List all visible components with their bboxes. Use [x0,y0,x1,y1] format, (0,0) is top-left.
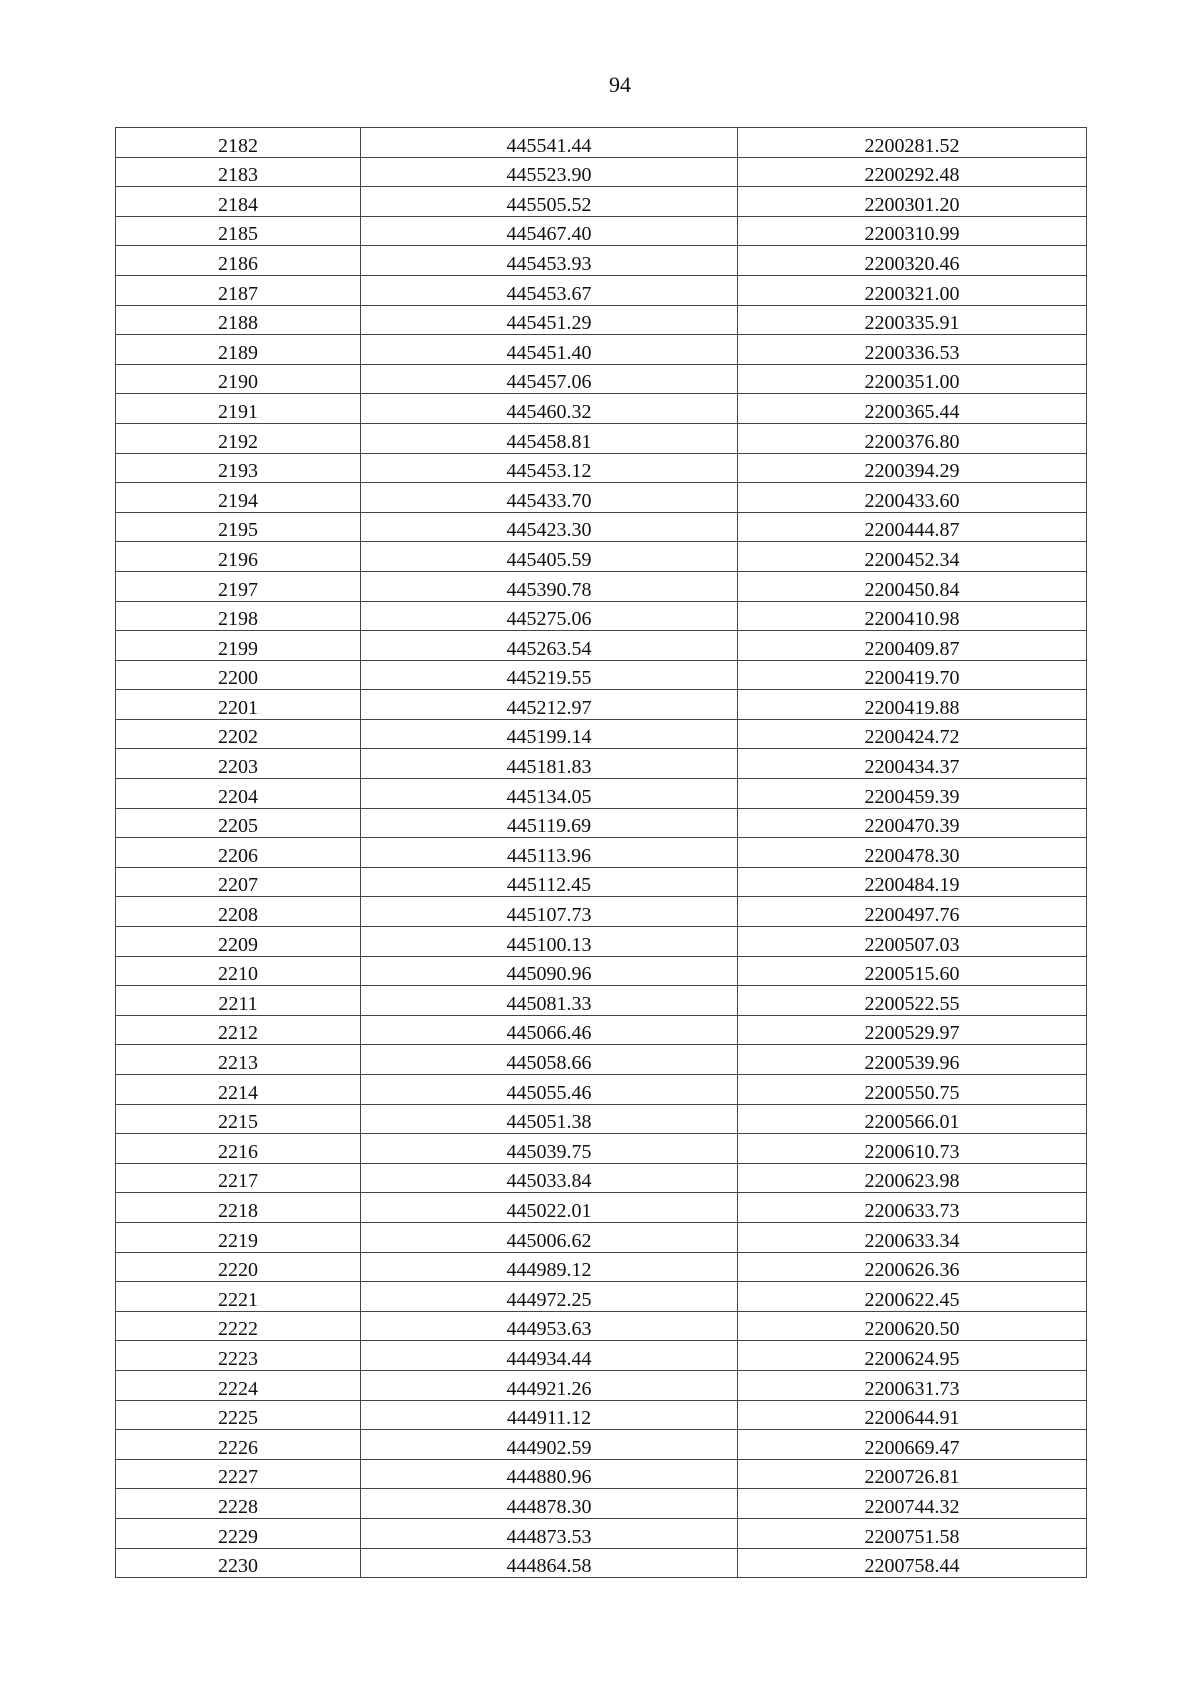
y-coordinate-cell: 2200644.91 [738,1400,1087,1430]
point-number-cell: 2214 [116,1075,361,1105]
y-coordinate-cell: 2200434.37 [738,749,1087,779]
table-row [116,1015,1087,1045]
y-coordinate-cell: 2200459.39 [738,779,1087,809]
x-coordinate-cell: 445453.93 [361,246,738,276]
y-coordinate-cell: 2200321.00 [738,275,1087,305]
table-row [116,394,1087,424]
point-number-cell: 2202 [116,719,361,749]
table-row [116,335,1087,365]
x-coordinate-cell: 445090.96 [361,956,738,986]
table-row [116,927,1087,957]
table-row [116,1400,1087,1430]
table-row [116,483,1087,513]
table-row [116,364,1087,394]
point-number-cell: 2200 [116,660,361,690]
x-coordinate-cell: 445451.40 [361,335,738,365]
point-number-cell: 2185 [116,216,361,246]
table-row [116,660,1087,690]
x-coordinate-cell: 444878.30 [361,1489,738,1519]
table-row [116,690,1087,720]
x-coordinate-cell: 444880.96 [361,1459,738,1489]
x-coordinate-cell: 444921.26 [361,1370,738,1400]
point-number-cell: 2216 [116,1134,361,1164]
x-coordinate-cell: 444972.25 [361,1282,738,1312]
x-coordinate-cell: 445390.78 [361,571,738,601]
y-coordinate-cell: 2200633.73 [738,1193,1087,1223]
point-number-cell: 2212 [116,1015,361,1045]
x-coordinate-cell: 444953.63 [361,1311,738,1341]
x-coordinate-cell: 445467.40 [361,216,738,246]
table-row [116,157,1087,187]
table-row [116,897,1087,927]
x-coordinate-cell: 445181.83 [361,749,738,779]
y-coordinate-cell: 2200336.53 [738,335,1087,365]
point-number-cell: 2197 [116,571,361,601]
point-number-cell: 2226 [116,1430,361,1460]
y-coordinate-cell: 2200394.29 [738,453,1087,483]
y-coordinate-cell: 2200320.46 [738,246,1087,276]
x-coordinate-cell: 445423.30 [361,512,738,542]
x-coordinate-cell: 445006.62 [361,1222,738,1252]
table-row [116,542,1087,572]
table-row [116,1430,1087,1460]
y-coordinate-cell: 2200335.91 [738,305,1087,335]
y-coordinate-cell: 2200669.47 [738,1430,1087,1460]
coordinates-table [115,127,1087,1578]
x-coordinate-cell: 445112.45 [361,867,738,897]
point-number-cell: 2206 [116,838,361,868]
x-coordinate-cell: 445451.29 [361,305,738,335]
point-number-cell: 2189 [116,335,361,365]
x-coordinate-cell: 444989.12 [361,1252,738,1282]
point-number-cell: 2225 [116,1400,361,1430]
x-coordinate-cell: 445453.12 [361,453,738,483]
point-number-cell: 2191 [116,394,361,424]
y-coordinate-cell: 2200292.48 [738,157,1087,187]
point-number-cell: 2227 [116,1459,361,1489]
y-coordinate-cell: 2200522.55 [738,986,1087,1016]
y-coordinate-cell: 2200624.95 [738,1341,1087,1371]
table-row [116,1045,1087,1075]
y-coordinate-cell: 2200351.00 [738,364,1087,394]
y-coordinate-cell: 2200424.72 [738,719,1087,749]
table-row [116,305,1087,335]
point-number-cell: 2196 [116,542,361,572]
y-coordinate-cell: 2200622.45 [738,1282,1087,1312]
table-row [116,275,1087,305]
table-row [116,187,1087,217]
table-row [116,423,1087,453]
x-coordinate-cell: 444902.59 [361,1430,738,1460]
point-number-cell: 2209 [116,927,361,957]
table-row [116,1252,1087,1282]
y-coordinate-cell: 2200433.60 [738,483,1087,513]
x-coordinate-cell: 445134.05 [361,779,738,809]
y-coordinate-cell: 2200539.96 [738,1045,1087,1075]
point-number-cell: 2221 [116,1282,361,1312]
table-row [116,1282,1087,1312]
point-number-cell: 2192 [116,423,361,453]
y-coordinate-cell: 2200301.20 [738,187,1087,217]
y-coordinate-cell: 2200633.34 [738,1222,1087,1252]
x-coordinate-cell: 445100.13 [361,927,738,957]
point-number-cell: 2223 [116,1341,361,1371]
y-coordinate-cell: 2200507.03 [738,927,1087,957]
x-coordinate-cell: 445212.97 [361,690,738,720]
y-coordinate-cell: 2200376.80 [738,423,1087,453]
x-coordinate-cell: 444864.58 [361,1548,738,1578]
x-coordinate-cell: 445113.96 [361,838,738,868]
y-coordinate-cell: 2200620.50 [738,1311,1087,1341]
table-row [116,779,1087,809]
y-coordinate-cell: 2200478.30 [738,838,1087,868]
table-row [116,128,1087,158]
x-coordinate-cell: 445107.73 [361,897,738,927]
point-number-cell: 2194 [116,483,361,513]
x-coordinate-cell: 445263.54 [361,631,738,661]
x-coordinate-cell: 445219.55 [361,660,738,690]
y-coordinate-cell: 2200566.01 [738,1104,1087,1134]
point-number-cell: 2230 [116,1548,361,1578]
y-coordinate-cell: 2200623.98 [738,1163,1087,1193]
y-coordinate-cell: 2200751.58 [738,1518,1087,1548]
point-number-cell: 2219 [116,1222,361,1252]
table-row [116,719,1087,749]
x-coordinate-cell: 444911.12 [361,1400,738,1430]
table-row [116,1518,1087,1548]
y-coordinate-cell: 2200444.87 [738,512,1087,542]
x-coordinate-cell: 445081.33 [361,986,738,1016]
x-coordinate-cell: 445058.66 [361,1045,738,1075]
table-row [116,838,1087,868]
point-number-cell: 2210 [116,956,361,986]
x-coordinate-cell: 445457.06 [361,364,738,394]
y-coordinate-cell: 2200550.75 [738,1075,1087,1105]
table-row [116,601,1087,631]
table-row [116,1193,1087,1223]
x-coordinate-cell: 445066.46 [361,1015,738,1045]
point-number-cell: 2208 [116,897,361,927]
table-row [116,867,1087,897]
x-coordinate-cell: 445055.46 [361,1075,738,1105]
y-coordinate-cell: 2200484.19 [738,867,1087,897]
table-row [116,1104,1087,1134]
point-number-cell: 2215 [116,1104,361,1134]
point-number-cell: 2222 [116,1311,361,1341]
point-number-cell: 2182 [116,128,361,158]
y-coordinate-cell: 2200419.88 [738,690,1087,720]
x-coordinate-cell: 445460.32 [361,394,738,424]
point-number-cell: 2204 [116,779,361,809]
table-row [116,749,1087,779]
point-number-cell: 2190 [116,364,361,394]
y-coordinate-cell: 2200419.70 [738,660,1087,690]
x-coordinate-cell: 445523.90 [361,157,738,187]
point-number-cell: 2195 [116,512,361,542]
page-number: 94 [609,72,631,97]
table-row [116,956,1087,986]
table-row [116,512,1087,542]
point-number-cell: 2229 [116,1518,361,1548]
table-row [116,1370,1087,1400]
point-number-cell: 2187 [116,275,361,305]
y-coordinate-cell: 2200365.44 [738,394,1087,424]
y-coordinate-cell: 2200515.60 [738,956,1087,986]
point-number-cell: 2199 [116,631,361,661]
table-row [116,1134,1087,1164]
x-coordinate-cell: 445505.52 [361,187,738,217]
point-number-cell: 2201 [116,690,361,720]
y-coordinate-cell: 2200470.39 [738,808,1087,838]
table-row [116,1311,1087,1341]
x-coordinate-cell: 445199.14 [361,719,738,749]
point-number-cell: 2183 [116,157,361,187]
point-number-cell: 2184 [116,187,361,217]
y-coordinate-cell: 2200409.87 [738,631,1087,661]
y-coordinate-cell: 2200529.97 [738,1015,1087,1045]
point-number-cell: 2198 [116,601,361,631]
table-row [116,1341,1087,1371]
coordinates-table-body [116,128,1087,1578]
y-coordinate-cell: 2200744.32 [738,1489,1087,1519]
x-coordinate-cell: 445039.75 [361,1134,738,1164]
point-number-cell: 2188 [116,305,361,335]
table-row [116,808,1087,838]
point-number-cell: 2218 [116,1193,361,1223]
table-row [116,571,1087,601]
point-number-cell: 2207 [116,867,361,897]
y-coordinate-cell: 2200281.52 [738,128,1087,158]
x-coordinate-cell: 445051.38 [361,1104,738,1134]
x-coordinate-cell: 445453.67 [361,275,738,305]
x-coordinate-cell: 445033.84 [361,1163,738,1193]
table-row [116,1163,1087,1193]
x-coordinate-cell: 445022.01 [361,1193,738,1223]
y-coordinate-cell: 2200450.84 [738,571,1087,601]
table-row [116,631,1087,661]
y-coordinate-cell: 2200626.36 [738,1252,1087,1282]
x-coordinate-cell: 445405.59 [361,542,738,572]
x-coordinate-cell: 445458.81 [361,423,738,453]
y-coordinate-cell: 2200758.44 [738,1548,1087,1578]
point-number-cell: 2217 [116,1163,361,1193]
table-row [116,1222,1087,1252]
x-coordinate-cell: 445541.44 [361,128,738,158]
y-coordinate-cell: 2200310.99 [738,216,1087,246]
y-coordinate-cell: 2200497.76 [738,897,1087,927]
point-number-cell: 2211 [116,986,361,1016]
y-coordinate-cell: 2200610.73 [738,1134,1087,1164]
table-row [116,1459,1087,1489]
x-coordinate-cell: 445275.06 [361,601,738,631]
y-coordinate-cell: 2200452.34 [738,542,1087,572]
x-coordinate-cell: 444934.44 [361,1341,738,1371]
table-row [116,1489,1087,1519]
point-number-cell: 2213 [116,1045,361,1075]
point-number-cell: 2205 [116,808,361,838]
point-number-cell: 2220 [116,1252,361,1282]
y-coordinate-cell: 2200631.73 [738,1370,1087,1400]
y-coordinate-cell: 2200726.81 [738,1459,1087,1489]
table-row [116,216,1087,246]
x-coordinate-cell: 444873.53 [361,1518,738,1548]
point-number-cell: 2224 [116,1370,361,1400]
table-row [116,453,1087,483]
table-row [116,246,1087,276]
table-row [116,1075,1087,1105]
point-number-cell: 2228 [116,1489,361,1519]
x-coordinate-cell: 445433.70 [361,483,738,513]
point-number-cell: 2193 [116,453,361,483]
point-number-cell: 2203 [116,749,361,779]
point-number-cell: 2186 [116,246,361,276]
x-coordinate-cell: 445119.69 [361,808,738,838]
table-row [116,986,1087,1016]
y-coordinate-cell: 2200410.98 [738,601,1087,631]
table-row [116,1548,1087,1578]
